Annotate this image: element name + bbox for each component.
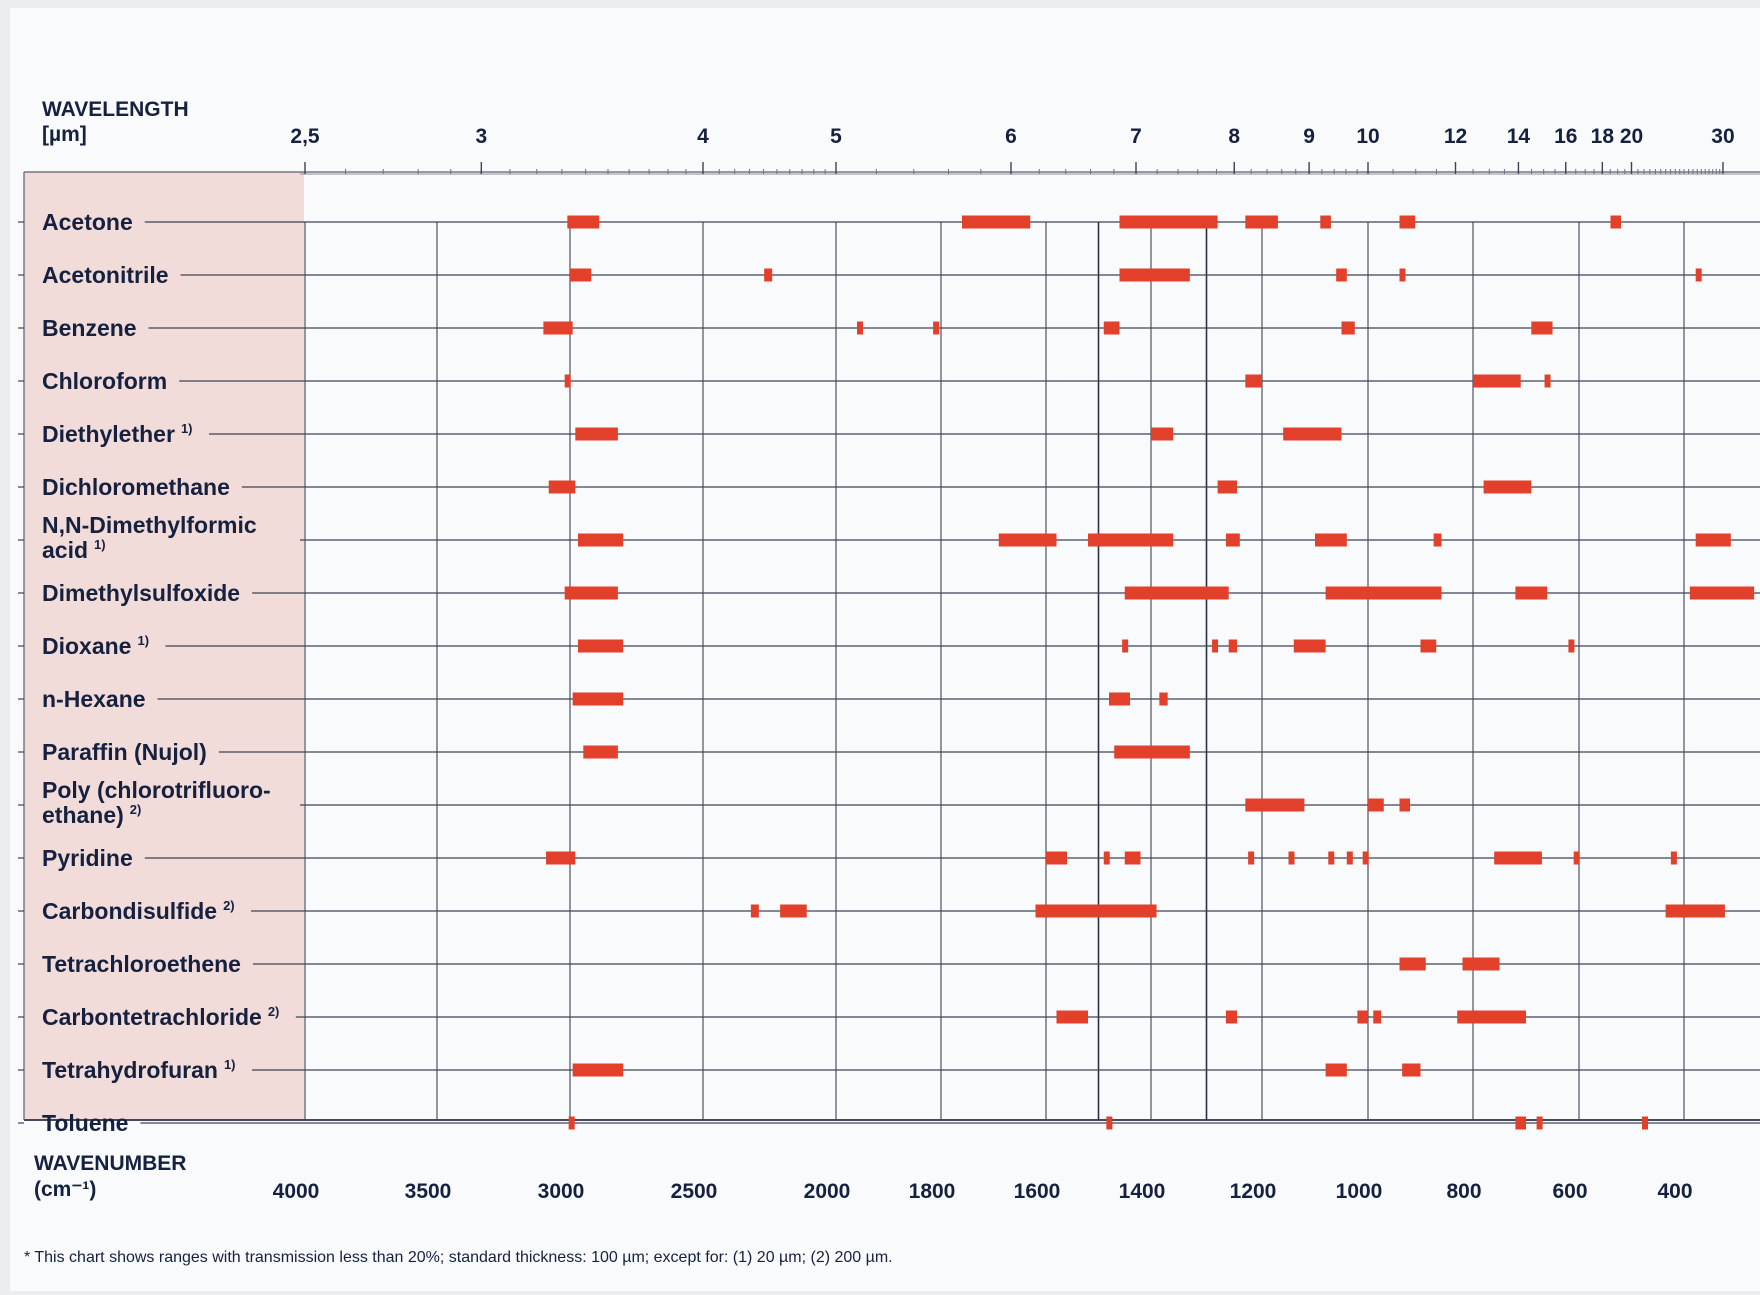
absorption-band bbox=[1057, 1011, 1089, 1024]
absorption-band bbox=[1484, 481, 1532, 494]
absorption-band bbox=[1046, 852, 1067, 865]
absorption-band bbox=[857, 322, 863, 335]
absorption-band bbox=[1400, 799, 1411, 812]
wavelength-tick-label: 4 bbox=[697, 125, 709, 148]
solvent-name: Dioxane bbox=[42, 633, 132, 659]
wavelength-tick-label: 12 bbox=[1443, 125, 1468, 148]
row-label-chloroform bbox=[42, 368, 167, 394]
wavenumber-tick-label: 1000 bbox=[1335, 1180, 1383, 1203]
absorption-band bbox=[573, 1064, 624, 1077]
absorption-band bbox=[1342, 322, 1355, 335]
absorption-band bbox=[573, 693, 624, 706]
absorption-band bbox=[565, 587, 618, 600]
wavenumber-tick-label: 1200 bbox=[1229, 1180, 1277, 1203]
absorption-band bbox=[1120, 216, 1218, 229]
solvent-name: Dimethylsulfoxide bbox=[42, 580, 241, 606]
wavenumber-tick-label: 400 bbox=[1657, 1180, 1693, 1203]
wavelength-tick-label: 6 bbox=[1005, 125, 1017, 148]
row-label-dichloromethane bbox=[42, 474, 230, 500]
absorption-band bbox=[1368, 799, 1384, 812]
absorption-band bbox=[1104, 322, 1120, 335]
solvent-name: Acetonitrile bbox=[42, 262, 169, 288]
solvent-name: Carbondisulfide bbox=[42, 898, 218, 924]
wavelength-tick-label: 5 bbox=[830, 125, 842, 148]
absorption-band bbox=[1088, 534, 1173, 547]
absorption-band bbox=[1642, 1117, 1648, 1130]
absorption-band bbox=[1434, 534, 1442, 547]
absorption-band bbox=[1122, 640, 1128, 653]
absorption-band bbox=[780, 905, 807, 918]
absorption-band bbox=[1574, 852, 1580, 865]
row-label-carbondisulfide bbox=[42, 898, 235, 924]
wavenumber-tick-label: 2500 bbox=[670, 1180, 718, 1203]
absorption-band bbox=[764, 269, 772, 282]
absorption-band bbox=[546, 852, 575, 865]
footnote-marker: 1) bbox=[94, 537, 106, 552]
absorption-band bbox=[1363, 852, 1369, 865]
footnote: * This chart shows ranges with transmission less than 20%; standard thickness: 100 µm; except for: (1) 20 µm; (2) 200 µm. bbox=[24, 1249, 893, 1266]
row-label-dimethylsulfoxide bbox=[42, 580, 240, 606]
absorption-band bbox=[570, 269, 591, 282]
absorption-band bbox=[1326, 1064, 1347, 1077]
absorption-bars bbox=[543, 216, 1754, 1130]
absorption-band bbox=[1106, 1117, 1112, 1130]
absorption-band bbox=[751, 905, 759, 918]
row-label-acetone bbox=[42, 209, 133, 235]
wavenumber-tick-label: 4000 bbox=[272, 1180, 320, 1203]
row-label-acetonitrile bbox=[42, 262, 169, 288]
absorption-band bbox=[1218, 481, 1237, 494]
absorption-band bbox=[1421, 640, 1437, 653]
absorption-band bbox=[1120, 269, 1190, 282]
row-label-n-hexane bbox=[42, 686, 146, 712]
wavelength-tick-label: 30 bbox=[1711, 125, 1735, 148]
solvent-name: Tetrahydrofuran bbox=[42, 1057, 218, 1083]
absorption-band bbox=[1515, 587, 1547, 600]
row-label-tetrachloroethene bbox=[42, 951, 241, 977]
solvent-name-line: acid bbox=[42, 537, 89, 563]
row-label-tetrahydrofuran bbox=[42, 1057, 236, 1083]
solvent-name-line: N,N-Dimethylformic bbox=[42, 512, 257, 538]
absorption-band bbox=[565, 375, 571, 388]
footnote-marker: 1) bbox=[223, 1057, 236, 1072]
row-label-benzene bbox=[42, 315, 137, 341]
absorption-band bbox=[1320, 216, 1331, 229]
wavenumber-tick-label: 600 bbox=[1552, 1180, 1588, 1203]
absorption-band bbox=[575, 428, 618, 441]
absorption-band bbox=[1114, 746, 1190, 759]
absorption-band bbox=[962, 216, 1030, 229]
solvent-name-line: Poly (chlorotrifluoro- bbox=[42, 777, 271, 803]
absorption-band bbox=[1294, 640, 1326, 653]
absorption-band bbox=[933, 322, 939, 335]
solvent-name: Benzene bbox=[42, 315, 137, 341]
absorption-band bbox=[1457, 1011, 1526, 1024]
wavenumber-axis-unit: (cm⁻¹) bbox=[34, 1178, 97, 1201]
wavenumber-tick-label: 1400 bbox=[1118, 1180, 1166, 1203]
solvent-name: Toluene bbox=[42, 1110, 129, 1136]
absorption-band bbox=[1315, 534, 1347, 547]
absorption-band bbox=[1611, 216, 1622, 229]
absorption-band bbox=[1473, 375, 1521, 388]
absorption-band bbox=[1125, 852, 1141, 865]
absorption-band bbox=[1245, 375, 1262, 388]
wavelength-axis-unit: [µm] bbox=[42, 123, 87, 146]
absorption-band bbox=[1545, 375, 1551, 388]
wavelength-tick-label: 10 bbox=[1356, 125, 1380, 148]
wavelength-axis-title: WAVELENGTH bbox=[42, 98, 189, 121]
solvent-name: Paraffin (Nujol) bbox=[42, 739, 207, 765]
row-label-diethylether bbox=[42, 421, 193, 447]
absorption-band bbox=[1328, 852, 1334, 865]
absorption-band bbox=[578, 534, 623, 547]
absorption-band bbox=[1400, 216, 1416, 229]
footnote-marker: 1) bbox=[180, 421, 193, 436]
absorption-band bbox=[1104, 852, 1110, 865]
wavelength-tick-label: 8 bbox=[1228, 125, 1241, 148]
solvent-name: Acetone bbox=[42, 209, 133, 235]
absorption-band bbox=[1666, 905, 1725, 918]
solvent-name: n-Hexane bbox=[42, 686, 146, 712]
wavelength-tick-label: 20 bbox=[1619, 125, 1644, 148]
absorption-band bbox=[1151, 428, 1173, 441]
absorption-band bbox=[1494, 852, 1542, 865]
solvent-name: Chloroform bbox=[42, 368, 168, 394]
absorption-band bbox=[569, 1117, 575, 1130]
row-label-carbontetrachloride bbox=[42, 1004, 279, 1030]
absorption-band bbox=[1531, 322, 1552, 335]
absorption-band bbox=[1568, 640, 1574, 653]
wavelength-tick-label: 16 bbox=[1554, 125, 1578, 148]
absorption-band bbox=[1245, 216, 1278, 229]
absorption-band bbox=[578, 640, 623, 653]
solvent-name: Dichloromethane bbox=[42, 474, 230, 500]
absorption-band bbox=[1690, 587, 1754, 600]
row-label-paraffin-nujol bbox=[42, 739, 207, 765]
footnote-marker: 2) bbox=[223, 898, 235, 913]
absorption-band bbox=[1125, 587, 1229, 600]
absorption-band bbox=[1463, 958, 1500, 971]
absorption-band bbox=[1336, 269, 1347, 282]
absorption-band bbox=[1283, 428, 1341, 441]
absorption-band bbox=[1248, 852, 1254, 865]
absorption-band bbox=[1400, 269, 1406, 282]
footnote-marker: 1) bbox=[137, 633, 150, 648]
absorption-band bbox=[1347, 852, 1353, 865]
wavenumber-tick-label: 1800 bbox=[908, 1180, 956, 1203]
solvent-name: Diethylether bbox=[42, 421, 175, 447]
absorption-band bbox=[583, 746, 618, 759]
wavenumber-axis-title: WAVENUMBER bbox=[34, 1152, 187, 1175]
absorption-band bbox=[543, 322, 572, 335]
footnote-marker: 2) bbox=[129, 802, 142, 817]
absorption-band bbox=[1229, 640, 1237, 653]
wavenumber-tick-label: 3500 bbox=[404, 1180, 452, 1203]
absorption-band bbox=[567, 216, 599, 229]
absorption-band bbox=[1671, 852, 1677, 865]
absorption-band bbox=[1357, 1011, 1368, 1024]
footnote-marker: 2) bbox=[267, 1004, 280, 1019]
wavelength-tick-label: 9 bbox=[1303, 125, 1315, 148]
absorption-band bbox=[1226, 1011, 1237, 1024]
absorption-band bbox=[1212, 640, 1218, 653]
absorption-band bbox=[1109, 693, 1130, 706]
wavenumber-tick-label: 800 bbox=[1446, 1180, 1482, 1203]
absorption-band bbox=[1402, 1064, 1420, 1077]
solvent-name-line: ethane) bbox=[42, 802, 124, 828]
absorption-band bbox=[1226, 534, 1240, 547]
absorption-band bbox=[999, 534, 1057, 547]
absorption-band bbox=[1537, 1117, 1543, 1130]
absorption-band bbox=[1696, 269, 1702, 282]
solvent-name: Pyridine bbox=[42, 845, 133, 871]
wavelength-tick-label: 2,5 bbox=[290, 125, 320, 148]
row-label-toluene bbox=[42, 1110, 128, 1136]
wavelength-axis bbox=[42, 98, 1760, 174]
wavenumber-axis bbox=[34, 1152, 1693, 1203]
absorption-band bbox=[549, 481, 576, 494]
wavelength-tick-label: 18 bbox=[1590, 125, 1615, 148]
absorption-band bbox=[1400, 958, 1426, 971]
absorption-band bbox=[1515, 1117, 1526, 1130]
wavelength-tick-label: 3 bbox=[475, 125, 488, 148]
absorption-band bbox=[1245, 799, 1304, 812]
solvent-name: Carbontetrachloride bbox=[42, 1004, 262, 1030]
absorption-band bbox=[1289, 852, 1295, 865]
absorption-band bbox=[1696, 534, 1731, 547]
absorption-band bbox=[1036, 905, 1157, 918]
wavenumber-tick-label: 3000 bbox=[537, 1180, 585, 1203]
absorption-band bbox=[1159, 693, 1167, 706]
wavenumber-tick-label: 2000 bbox=[803, 1180, 851, 1203]
absorption-band bbox=[1326, 587, 1442, 600]
absorption-band bbox=[1373, 1011, 1381, 1024]
wavenumber-tick-label: 1600 bbox=[1013, 1180, 1061, 1203]
solvent-name: Tetrachloroethene bbox=[42, 951, 241, 977]
wavelength-tick-label: 14 bbox=[1506, 125, 1531, 148]
wavelength-tick-label: 7 bbox=[1130, 125, 1142, 148]
row-label-pyridine bbox=[42, 845, 133, 871]
